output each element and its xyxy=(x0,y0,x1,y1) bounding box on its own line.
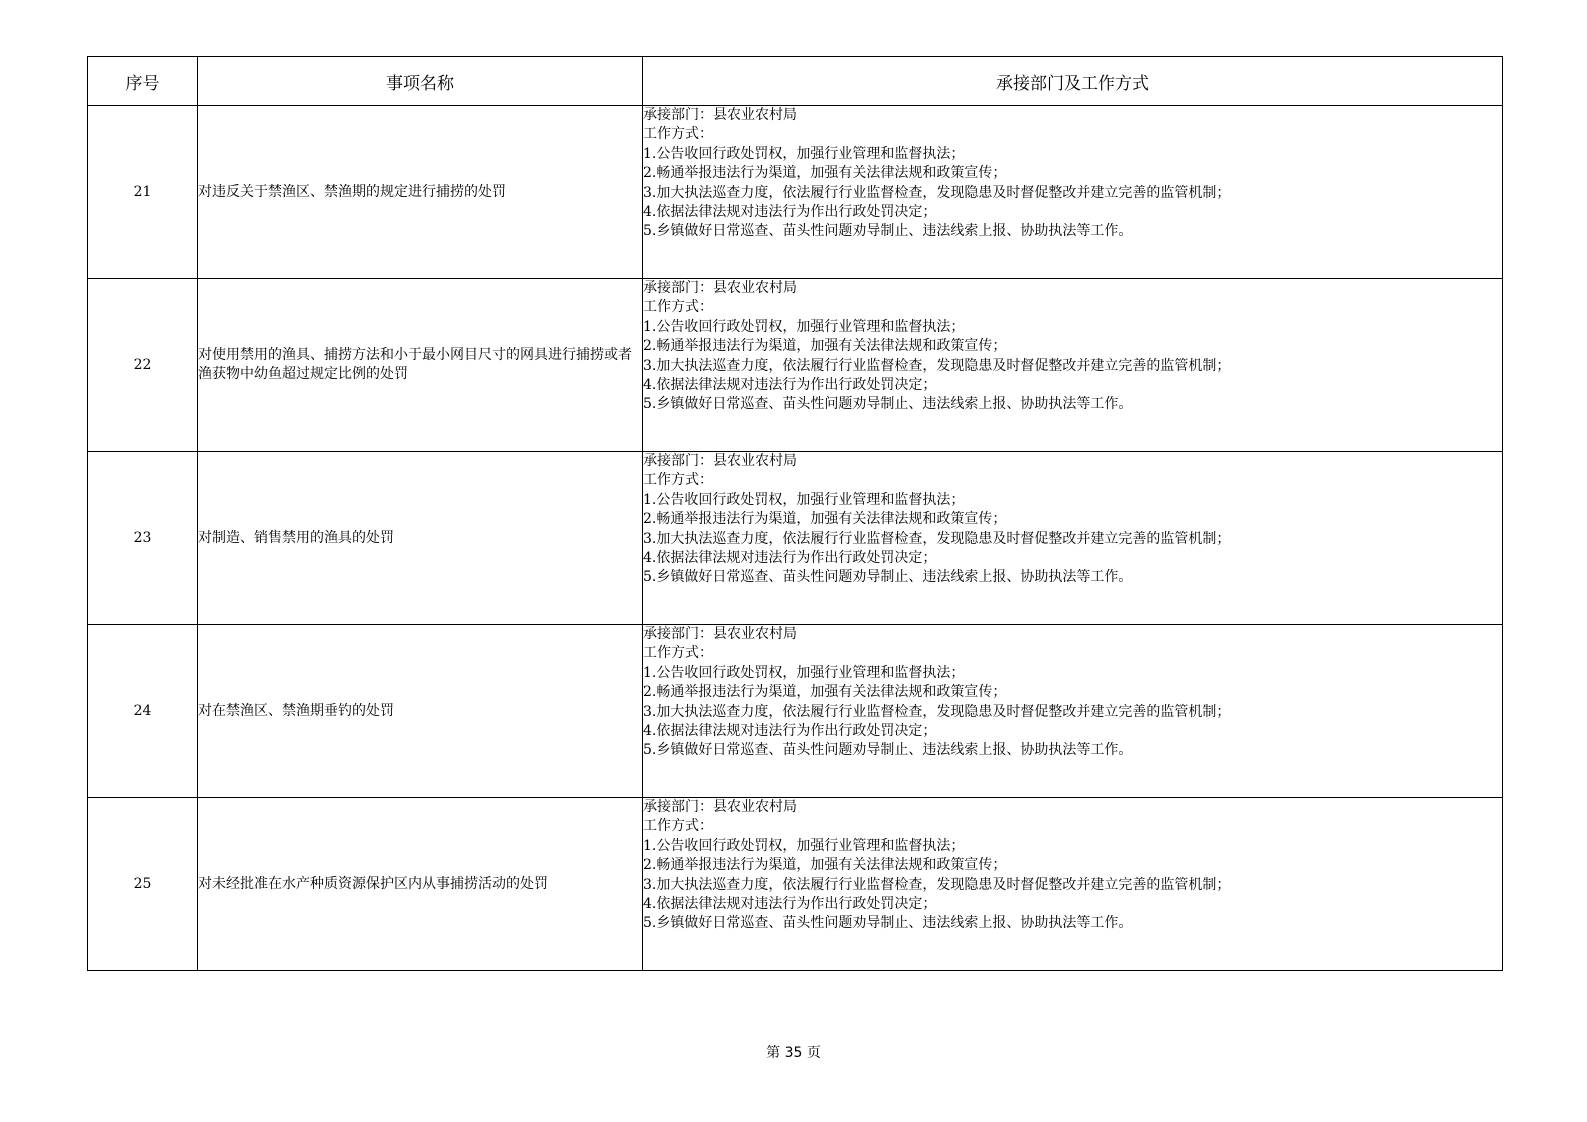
dept-method-line: 5.乡镇做好日常巡查、苗头性问题劝导制止、违法线索上报、协助执法等工作。 xyxy=(643,742,1133,759)
row-seq: 23 xyxy=(88,452,198,625)
dept-method-line: 承接部门：县农业农村局 xyxy=(643,107,797,123)
dept-method-line: 2.畅通举报违法行为渠道，加强有关法律法规和政策宣传； xyxy=(643,857,1007,874)
dept-method-line: 4.依据法律法规对违法行为作出行政处罚决定； xyxy=(643,723,937,740)
dept-method-line: 2.畅通举报违法行为渠道，加强有关法律法规和政策宣传； xyxy=(643,338,1007,355)
dept-method-line: 4.依据法律法规对违法行为作出行政处罚决定； xyxy=(643,204,937,221)
dept-method-line: 工作方式： xyxy=(643,299,713,316)
table-header-row xyxy=(88,57,1503,106)
dept-method-line: 2.畅通举报违法行为渠道，加强有关法律法规和政策宣传； xyxy=(643,684,1007,701)
dept-method-line: 2.畅通举报违法行为渠道，加强有关法律法规和政策宣传； xyxy=(643,165,1007,182)
header-name: 事项名称 xyxy=(198,57,643,106)
dept-method-line: 3.加大执法巡查力度，依法履行行业监督检查，发现隐患及时督促整改并建立完善的监管机制； xyxy=(643,357,1231,374)
dept-method-line: 4.依据法律法规对违法行为作出行政处罚决定； xyxy=(643,550,937,567)
dept-method-line: 3.加大执法巡查力度，依法履行行业监督检查，发现隐患及时督促整改并建立完善的监管机制； xyxy=(643,530,1231,547)
row-dept-method xyxy=(643,798,1503,971)
dept-method-line: 工作方式： xyxy=(643,645,713,662)
dept-method-line: 承接部门：县农业农村局 xyxy=(643,626,797,642)
items-table xyxy=(87,56,1503,971)
dept-method-line: 工作方式： xyxy=(643,472,713,489)
dept-method-line: 3.加大执法巡查力度，依法履行行业监督检查，发现隐患及时督促整改并建立完善的监管机制； xyxy=(643,876,1231,893)
dept-method-line: 5.乡镇做好日常巡查、苗头性问题劝导制止、违法线索上报、协助执法等工作。 xyxy=(643,915,1133,932)
dept-method-line: 4.依据法律法规对违法行为作出行政处罚决定； xyxy=(643,896,937,913)
row-seq: 24 xyxy=(88,625,198,798)
row-item-name: 对制造、销售禁用的渔具的处罚 xyxy=(198,452,643,625)
row-dept-method xyxy=(643,279,1503,452)
header-dept: 承接部门及工作方式 xyxy=(643,57,1503,106)
table-row xyxy=(88,106,1503,279)
row-seq: 25 xyxy=(88,798,198,971)
dept-method-line: 1.公告收回行政处罚权，加强行业管理和监督执法； xyxy=(643,145,965,162)
row-dept-method xyxy=(643,106,1503,279)
dept-method-line: 3.加大执法巡查力度，依法履行行业监督检查，发现隐患及时督促整改并建立完善的监管机制； xyxy=(643,703,1231,720)
table-row xyxy=(88,452,1503,625)
table-row xyxy=(88,625,1503,798)
row-seq: 22 xyxy=(88,279,198,452)
row-item-name: 对在禁渔区、禁渔期垂钓的处罚 xyxy=(198,625,643,798)
dept-method-line: 承接部门：县农业农村局 xyxy=(643,799,797,815)
row-seq: 21 xyxy=(88,106,198,279)
dept-method-line: 承接部门：县农业农村局 xyxy=(643,280,797,296)
row-item-name: 对未经批准在水产种质资源保护区内从事捕捞活动的处罚 xyxy=(198,798,643,971)
dept-method-line: 5.乡镇做好日常巡查、苗头性问题劝导制止、违法线索上报、协助执法等工作。 xyxy=(643,569,1133,586)
dept-method-line: 5.乡镇做好日常巡查、苗头性问题劝导制止、违法线索上报、协助执法等工作。 xyxy=(643,396,1133,413)
row-dept-method xyxy=(643,452,1503,625)
dept-method-line: 3.加大执法巡查力度，依法履行行业监督检查，发现隐患及时督促整改并建立完善的监管机制； xyxy=(643,184,1231,201)
dept-method-line: 工作方式： xyxy=(643,818,713,835)
page-number: 第 35 页 xyxy=(766,1045,821,1061)
dept-method-line: 2.畅通举报违法行为渠道，加强有关法律法规和政策宣传； xyxy=(643,511,1007,528)
header-seq: 序号 xyxy=(88,57,198,106)
dept-method-line: 1.公告收回行政处罚权，加强行业管理和监督执法； xyxy=(643,837,965,854)
table-row xyxy=(88,279,1503,452)
row-item-name: 对违反关于禁渔区、禁渔期的规定进行捕捞的处罚 xyxy=(198,106,643,279)
table-row xyxy=(88,798,1503,971)
dept-method-line: 5.乡镇做好日常巡查、苗头性问题劝导制止、违法线索上报、协助执法等工作。 xyxy=(643,223,1133,240)
dept-method-line: 承接部门：县农业农村局 xyxy=(643,453,797,469)
dept-method-line: 1.公告收回行政处罚权，加强行业管理和监督执法； xyxy=(643,318,965,335)
row-dept-method xyxy=(643,625,1503,798)
row-item-name: 对使用禁用的渔具、捕捞方法和小于最小网目尺寸的网具进行捕捞或者渔获物中幼鱼超过规定比例的处罚 xyxy=(198,279,643,452)
dept-method-line: 4.依据法律法规对违法行为作出行政处罚决定； xyxy=(643,377,937,394)
dept-method-line: 1.公告收回行政处罚权，加强行业管理和监督执法； xyxy=(643,664,965,681)
dept-method-line: 工作方式： xyxy=(643,126,713,143)
dept-method-line: 1.公告收回行政处罚权，加强行业管理和监督执法； xyxy=(643,491,965,508)
table-body xyxy=(88,106,1503,971)
